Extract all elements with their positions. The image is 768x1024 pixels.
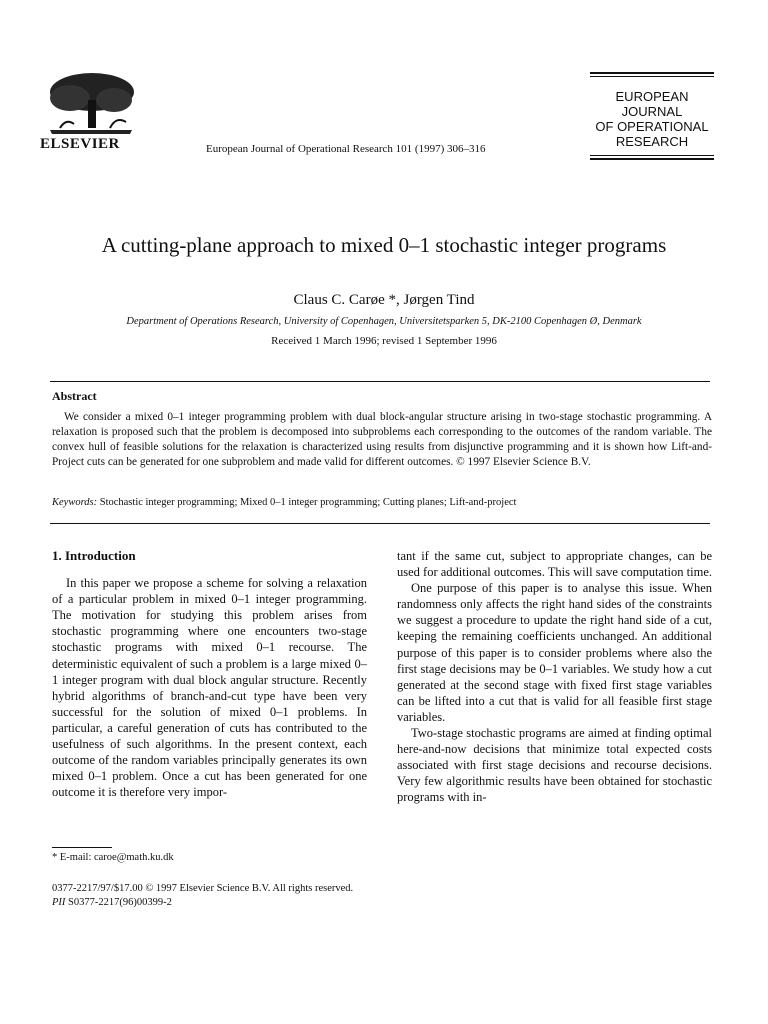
publisher-name: ELSEVIER — [40, 136, 120, 152]
left-column — [52, 548, 367, 800]
masthead-rule-bottom-thin — [590, 155, 714, 156]
masthead-rule-bottom — [590, 158, 714, 160]
intro-paragraph-continued: tant if the same cut, subject to appropriate changes, can be used for additional outcomes. This will save computation time. — [397, 549, 712, 580]
masthead-line-2: JOURNAL — [621, 104, 683, 119]
abstract-heading: Abstract — [52, 389, 97, 403]
masthead-line-4: RESEARCH — [615, 134, 689, 149]
keywords-list: Stochastic integer programming; Mixed 0–1 integer programming; Cutting planes; Lift-and-project — [99, 497, 517, 508]
author-email-footnote: * E-mail: caroe@math.ku.dk — [52, 852, 174, 863]
divider-top — [50, 381, 710, 382]
received-dates: Received 1 March 1996; revised 1 September 1996 — [271, 335, 497, 347]
right-column — [397, 548, 712, 806]
masthead-line-3: OF OPERATIONAL — [595, 119, 709, 134]
journal-citation: European Journal of Operational Research 101 (1997) 306–316 — [206, 143, 486, 155]
abstract-text: We consider a mixed 0–1 integer programming problem with dual block-angular structure arising in two-stage stochastic programming. A relaxation is proposed such that the problem is decomposed into subproblems each corresponding to the outcomes of the random variable. The convex hull of feasible solutions for the relaxation is characterized using results from disjunctive programming and it is shown how Lift-and-Project cuts can be generated for one subproblem and made valid for different outcomes. © 1997 Elsevier Science B.V. — [52, 411, 712, 468]
journal-masthead — [590, 72, 714, 162]
pii-label: PII — [52, 897, 66, 908]
divider-bottom — [50, 523, 710, 524]
masthead-line-1: EUROPEAN — [615, 89, 689, 104]
pii-line — [52, 896, 353, 910]
pii-value: S0377-2217(96)00399-2 — [68, 897, 172, 908]
elsevier-tree-icon — [40, 70, 140, 136]
intro-paragraph-1: In this paper we propose a scheme for solving a relaxation of a particular problem in mixed 0–1 integer programming. The motivation for studying this problem arises from stochastic programming where one encounters two-stage stochastic programs with mixed 0–1 recourse. The deterministic equivalent of such a problem is a large mixed 0–1 integer program with dual block angular structure. Recently hybrid algorithms of branch-and-cut type have been very successful for the solution of mixed 0–1 problems. In particular, a careful generation of cuts has contributed to the usefulness of such algorithms. In the present context, each outcome of the random variables principally generates its own mixed 0–1 problem. Once a cut has been generated for one outcome it is therefore very impor- — [52, 576, 367, 800]
author-affiliation: Department of Operations Research, University of Copenhagen, Universitetsparken 5, DK-2100 Copenhagen Ø, Denmark — [126, 316, 642, 327]
masthead-rule-top-thin — [590, 76, 714, 77]
keywords-label: Keywords: — [52, 497, 98, 508]
article-authors: Claus C. Carøe *, Jørgen Tind — [293, 292, 475, 308]
section-heading: 1. Introduction — [52, 548, 136, 563]
keywords — [52, 497, 712, 508]
masthead-rule-top — [590, 72, 714, 74]
footnote-rule — [52, 847, 112, 848]
copyright-line: 0377-2217/97/$17.00 © 1997 Elsevier Science B.V. All rights reserved. — [52, 883, 354, 894]
article-title: A cutting-plane approach to mixed 0–1 stochastic integer programs — [101, 233, 667, 257]
copyright-block — [52, 882, 353, 910]
intro-paragraph-3: Two-stage stochastic programs are aimed at finding optimal here-and-now decisions that minimize total expected costs associated with first stage decisions and recourse decisions. Very few algorithmic results have been obtained for stochastic programs with in- — [397, 726, 712, 805]
intro-paragraph-2: One purpose of this paper is to analyse this issue. When randomness only affects the right hand sides of the constraints we suggest a procedure to update the right hand side of a cut, keeping the remaining coefficients unchanged. An additional purpose of this paper is to consider problems where also the first stage decisions may be 0–1 variables. We study how a cut generated at the second stage with fixed first stage variables can be lifted into a cut that is valid for all feasible first stage variables. — [397, 581, 712, 724]
elsevier-logo — [40, 70, 150, 153]
